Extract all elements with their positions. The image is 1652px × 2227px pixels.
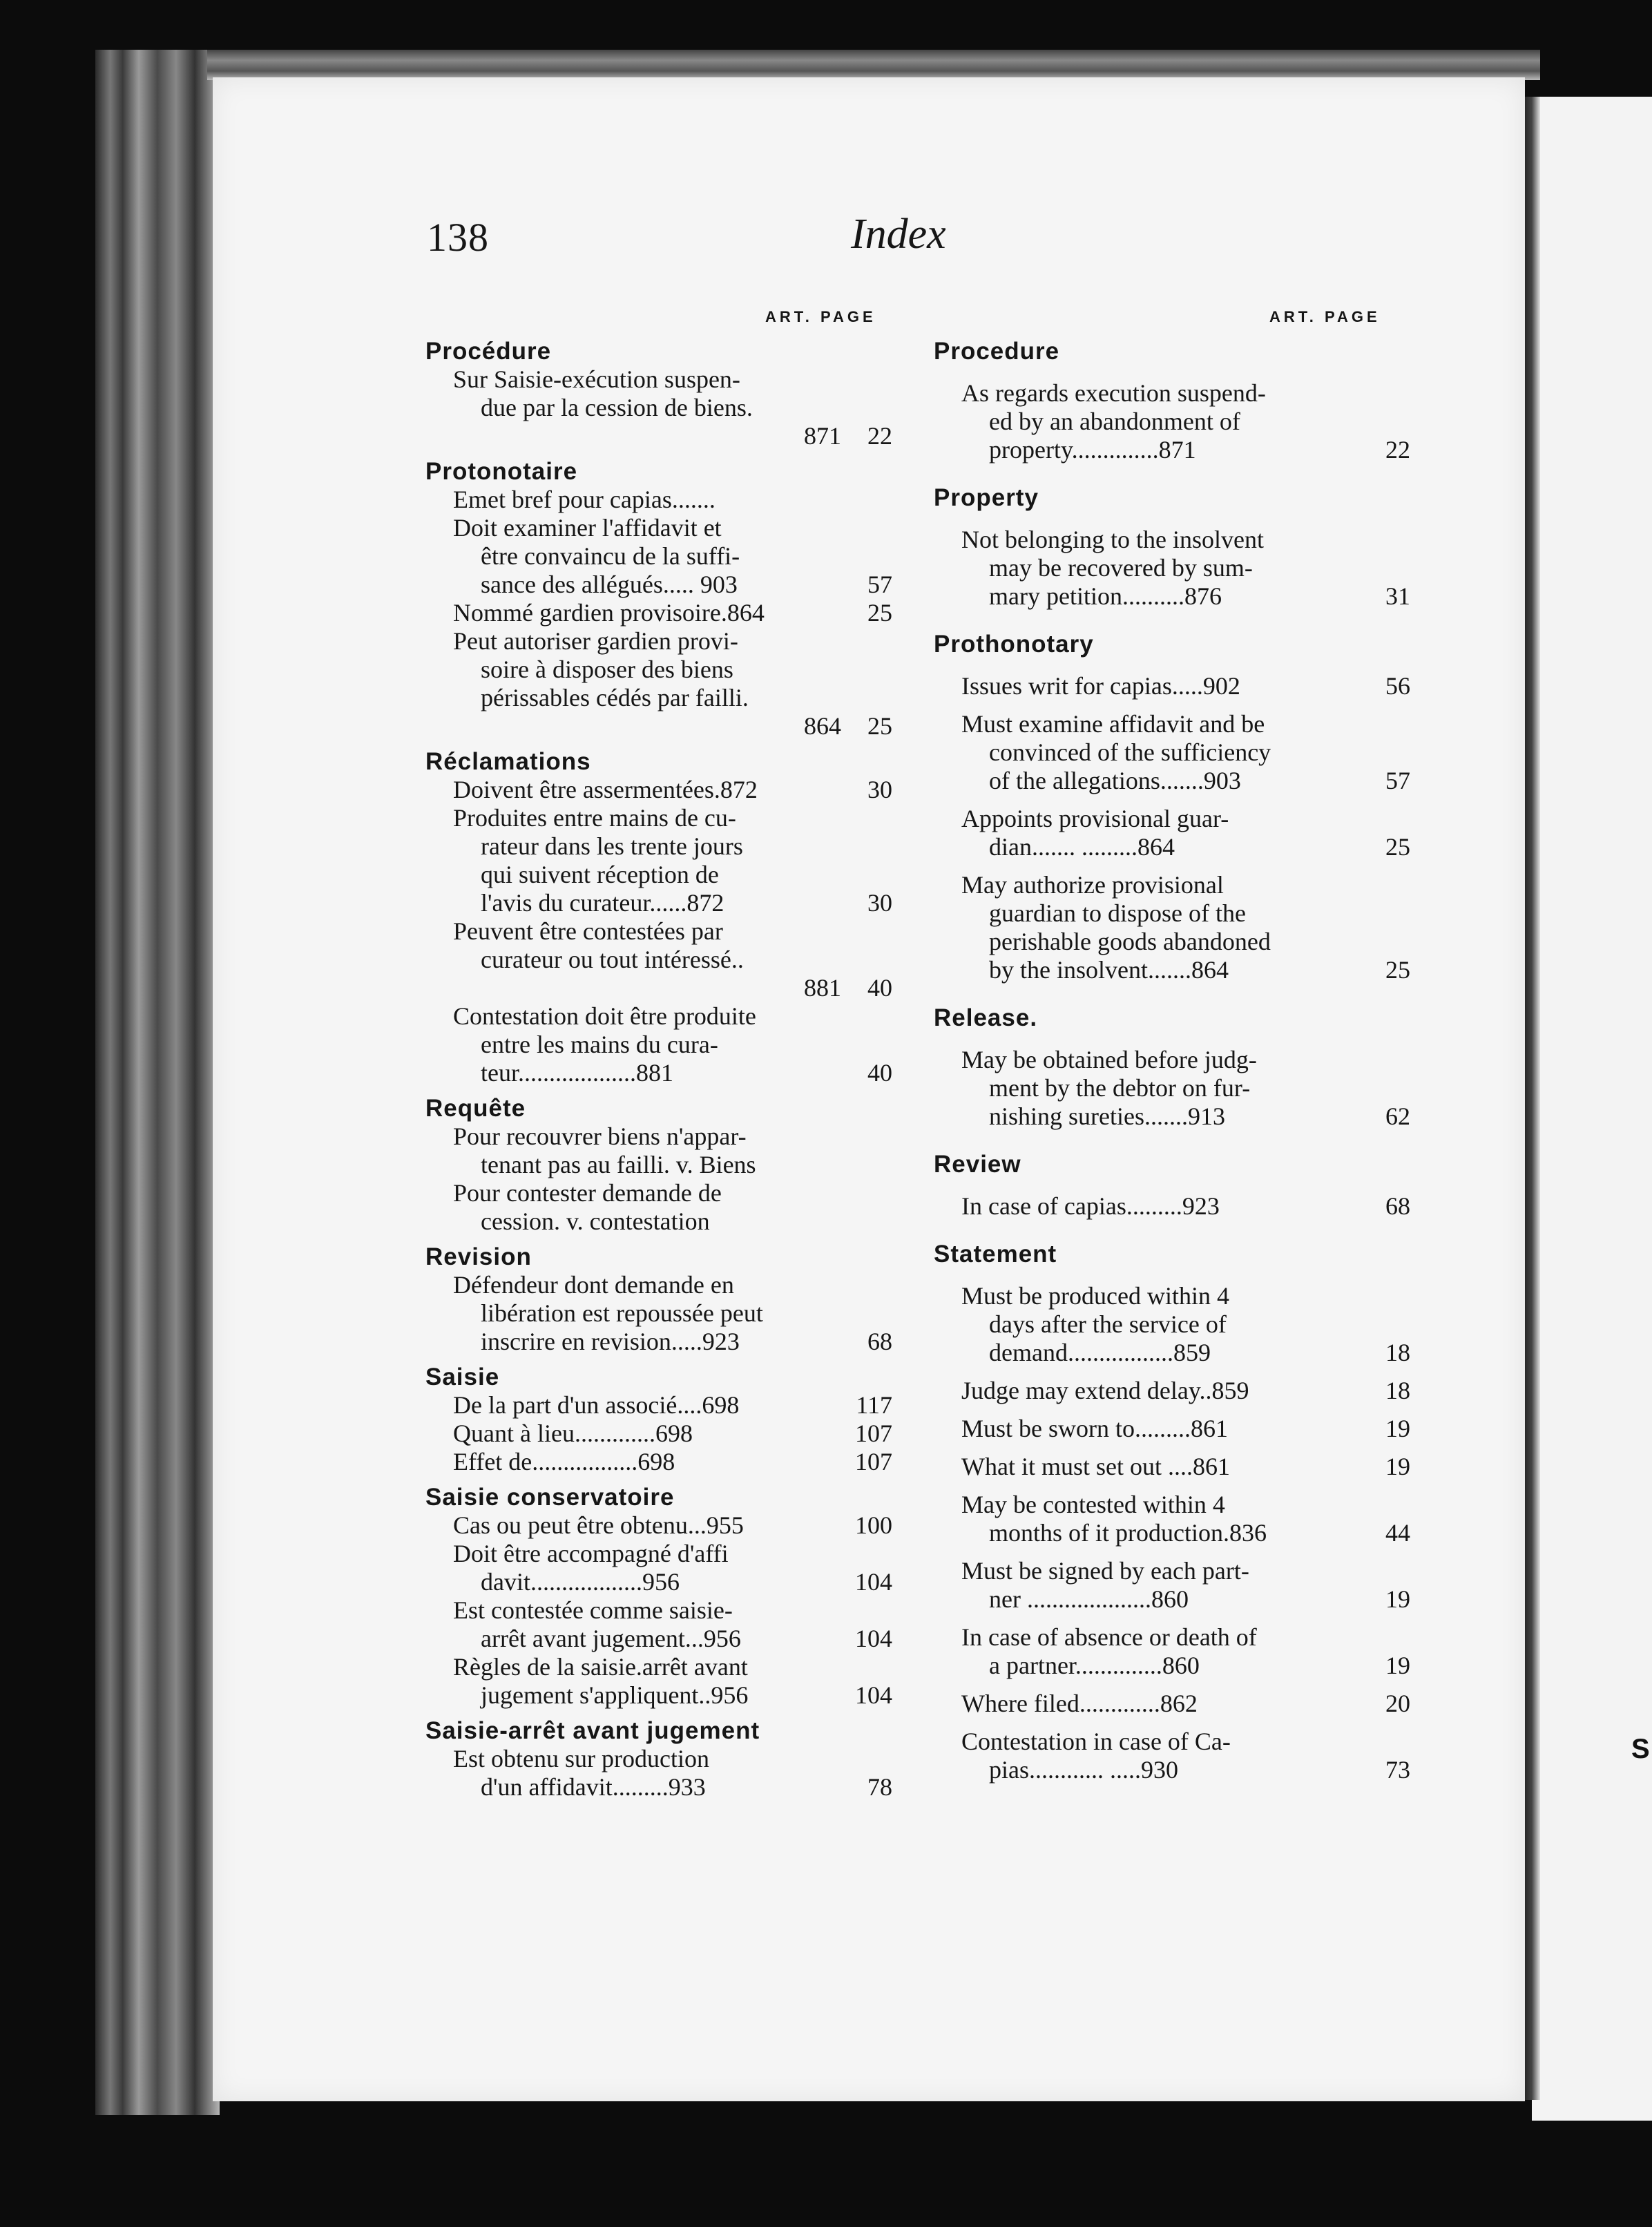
entry-line: In case of capias.........923 <box>961 1192 1220 1220</box>
page-reference: 20 <box>1385 1690 1410 1717</box>
entry-line: Est obtenu sur production <box>453 1745 709 1772</box>
page-reference: 78 <box>867 1773 892 1801</box>
entry-line: convinced of the sufficiency <box>989 738 1271 766</box>
page-reference: 104 <box>855 1625 892 1652</box>
entry-line: Quant à lieu.............698 <box>453 1420 693 1447</box>
entry-text <box>934 1377 1367 1405</box>
page-reference: 73 <box>1385 1756 1410 1784</box>
index-entry <box>425 1653 892 1710</box>
index-heading: Protonotaire <box>425 458 578 485</box>
index-entry <box>934 1046 1410 1131</box>
page-reference: 18 <box>1385 1377 1410 1404</box>
entry-text <box>425 804 849 917</box>
entry-line: Peuvent être contestées par <box>453 917 723 945</box>
entry-line: Règles de la saisie.arrêt avant <box>453 1653 748 1681</box>
entry-line: Doit être accompagné d'affi <box>453 1540 729 1567</box>
entry-text <box>934 379 1367 464</box>
index-entry <box>934 1557 1410 1614</box>
index-heading: Saisie conservatoire <box>425 1484 675 1511</box>
index-entry <box>425 365 892 450</box>
index-heading: Procedure <box>934 338 1060 365</box>
entry-line: nishing sureties.......913 <box>989 1102 1225 1130</box>
right-index-column <box>934 337 1410 1794</box>
entry-text <box>425 1271 849 1356</box>
page-reference: 56 <box>1385 672 1410 700</box>
index-heading: Review <box>934 1151 1021 1178</box>
page-reference: 18 <box>1385 1339 1410 1366</box>
entry-text <box>425 1653 849 1710</box>
entry-text <box>425 1596 849 1653</box>
index-entry <box>425 776 892 804</box>
entry-line: l'avis du curateur......872 <box>481 889 724 917</box>
entry-text <box>934 871 1367 984</box>
page-reference: 68 <box>867 1328 892 1355</box>
entry-line: Défendeur dont demande en <box>453 1271 734 1299</box>
entry-text <box>425 1002 849 1087</box>
page-reference: 107 <box>855 1420 892 1447</box>
entry-line: In case of absence or death of <box>961 1623 1257 1651</box>
facing-page-fragment: S <box>1631 1734 1650 1764</box>
entry-text <box>425 514 849 599</box>
index-entry <box>934 672 1410 700</box>
index-entry <box>934 1282 1410 1367</box>
index-entry <box>934 526 1410 611</box>
entry-text <box>934 805 1367 861</box>
entry-line: pias............ .....930 <box>989 1756 1178 1784</box>
entry-line: libération est repoussée peut <box>481 1299 763 1327</box>
entry-line: ner ....................860 <box>989 1585 1189 1613</box>
entry-text <box>425 1122 849 1179</box>
entry-text <box>934 1282 1367 1367</box>
page-reference: 40 <box>867 1059 892 1087</box>
entry-text <box>425 917 849 1002</box>
entry-text <box>934 672 1367 700</box>
entry-line: Produites entre mains de cu- <box>453 804 736 832</box>
index-entry <box>934 1377 1410 1405</box>
entry-text <box>425 486 849 514</box>
entry-line: demand.................859 <box>989 1339 1211 1366</box>
entry-line: 864 <box>804 712 841 740</box>
entry-line: rateur dans les trente jours <box>481 832 743 860</box>
entry-line: Not belonging to the insolvent <box>961 526 1264 553</box>
entry-line: May authorize provisional <box>961 871 1224 899</box>
entry-text <box>425 1420 849 1448</box>
page-reference: 100 <box>855 1511 892 1539</box>
page-reference: 19 <box>1385 1652 1410 1679</box>
index-heading: Prothonotary <box>934 631 1094 658</box>
index-entry <box>425 1122 892 1179</box>
index-entry <box>934 1415 1410 1443</box>
entry-line: may be recovered by sum- <box>989 554 1253 582</box>
page-reference: 57 <box>1385 767 1410 794</box>
entry-text <box>934 1491 1367 1547</box>
entry-text <box>425 1448 849 1476</box>
index-entry <box>425 1391 892 1420</box>
entry-line: entre les mains du cura- <box>481 1031 718 1058</box>
page-reference: 104 <box>855 1681 892 1709</box>
page-reference: 44 <box>1385 1519 1410 1547</box>
index-heading: Requête <box>425 1095 526 1122</box>
entry-text <box>425 776 849 804</box>
page-reference: 57 <box>867 571 892 598</box>
entry-line: inscrire en revision.....923 <box>481 1328 740 1355</box>
entry-line: périssables cédés par failli. <box>481 684 749 711</box>
entry-line: Must be produced within 4 <box>961 1282 1229 1310</box>
entry-line: Emet bref pour capias....... <box>453 486 715 513</box>
entry-line: Est contestée comme saisie- <box>453 1596 733 1624</box>
entry-text <box>425 599 849 627</box>
entry-text <box>425 365 849 450</box>
entry-line: jugement s'appliquent..956 <box>481 1681 749 1709</box>
entry-line: curateur ou tout intéressé.. <box>481 946 744 973</box>
page-reference: 30 <box>867 776 892 803</box>
entry-line: mary petition..........876 <box>989 582 1222 610</box>
entry-line: What it must set out ....861 <box>961 1453 1230 1480</box>
entry-line: May be contested within 4 <box>961 1491 1225 1518</box>
entry-line: De la part d'un associé....698 <box>453 1391 740 1419</box>
entry-line: Pour contester demande de <box>453 1179 722 1207</box>
index-entry <box>425 1511 892 1540</box>
page-reference: 30 <box>867 889 892 917</box>
index-entry <box>934 871 1410 984</box>
entry-text <box>425 1511 849 1540</box>
page-reference: 107 <box>855 1448 892 1475</box>
entry-line: sance des allégués..... 903 <box>481 571 738 598</box>
entry-line: Must be signed by each part- <box>961 1557 1249 1585</box>
entry-line: Effet de.................698 <box>453 1448 675 1475</box>
index-entry <box>934 1192 1410 1221</box>
index-heading: Procédure <box>425 338 552 365</box>
entry-line: Nommé gardien provisoire.864 <box>453 599 765 627</box>
entry-line: property..............871 <box>989 436 1196 463</box>
entry-text <box>425 1391 849 1420</box>
entry-line: Must be sworn to.........861 <box>961 1415 1228 1442</box>
left-index-column <box>425 337 892 1801</box>
entry-line: qui suivent réception de <box>481 861 719 888</box>
entry-line: May be obtained before judg- <box>961 1046 1257 1073</box>
entry-line: Peut autoriser gardien provi- <box>453 627 738 655</box>
entry-line: teur...................881 <box>481 1059 673 1087</box>
entry-line: guardian to dispose of the <box>989 899 1246 927</box>
index-entry <box>425 1596 892 1653</box>
index-entry <box>934 1728 1410 1784</box>
index-entry <box>934 1491 1410 1547</box>
index-heading: Statement <box>934 1241 1057 1268</box>
page-reference: 68 <box>1385 1192 1410 1220</box>
page-number: 138 <box>427 215 489 260</box>
entry-line: As regards execution suspend- <box>961 379 1266 407</box>
entry-text <box>934 1046 1367 1131</box>
entry-line: soire à disposer des biens <box>481 656 733 683</box>
index-heading: Saisie-arrêt avant jugement <box>425 1717 760 1744</box>
book-top-edge <box>207 50 1540 80</box>
entry-line: days after the service of <box>989 1310 1227 1338</box>
index-heading: Property <box>934 484 1039 511</box>
running-title: Index <box>851 211 946 258</box>
page-reference: 104 <box>855 1568 892 1596</box>
index-entry <box>425 1540 892 1596</box>
index-entry <box>425 1448 892 1476</box>
book-edge <box>95 50 220 2115</box>
index-heading: Saisie <box>425 1364 500 1390</box>
index-entry <box>425 804 892 917</box>
entry-text <box>934 526 1367 611</box>
entry-line: Cas ou peut être obtenu...955 <box>453 1511 744 1539</box>
index-heading: Revision <box>425 1243 532 1270</box>
entry-text <box>934 1557 1367 1614</box>
entry-line: of the allegations.......903 <box>989 767 1241 794</box>
page-reference: 62 <box>1385 1102 1410 1130</box>
index-entry <box>425 599 892 627</box>
entry-line: Contestation in case of Ca- <box>961 1728 1231 1755</box>
entry-line: Doivent être assermentées.872 <box>453 776 758 803</box>
entry-line: davit..................956 <box>481 1568 680 1596</box>
index-entry <box>934 710 1410 795</box>
page-reference: 25 <box>867 599 892 627</box>
entry-line: ment by the debtor on fur- <box>989 1074 1251 1102</box>
index-entry <box>425 486 892 514</box>
page-reference: 25 <box>1385 956 1410 984</box>
entry-line: perishable goods abandoned <box>989 928 1271 955</box>
entry-line: Where filed.............862 <box>961 1690 1198 1717</box>
entry-line: Must examine affidavit and be <box>961 710 1265 738</box>
entry-line: Sur Saisie-exécution suspen- <box>453 365 740 393</box>
entry-line: Judge may extend delay..859 <box>961 1377 1249 1404</box>
entry-line: arrêt avant jugement...956 <box>481 1625 741 1652</box>
entry-line: être convaincu de la suffi- <box>481 542 740 570</box>
entry-text <box>934 1192 1367 1221</box>
entry-line: by the insolvent.......864 <box>989 956 1229 984</box>
index-entry <box>934 379 1410 464</box>
entry-line: a partner..............860 <box>989 1652 1200 1679</box>
index-entry <box>425 627 892 740</box>
entry-text <box>425 1540 849 1596</box>
entry-text <box>934 1690 1367 1718</box>
entry-text <box>425 627 849 740</box>
index-entry <box>425 1271 892 1356</box>
entry-text <box>934 1453 1367 1481</box>
index-entry <box>934 1623 1410 1680</box>
page-reference: 117 <box>856 1391 892 1419</box>
entry-line: Issues writ for capias.....902 <box>961 672 1240 700</box>
entry-line: due par la cession de biens. <box>481 394 753 421</box>
index-entry <box>425 1002 892 1087</box>
page-reference: 22 <box>867 422 892 450</box>
index-entry <box>425 1420 892 1448</box>
right-column-header: ART. PAGE <box>1269 308 1381 325</box>
entry-text <box>934 710 1367 795</box>
page-reference: 25 <box>867 712 892 740</box>
entry-line: 881 <box>804 974 841 1002</box>
entry-text <box>934 1415 1367 1443</box>
index-entry <box>425 514 892 599</box>
facing-page <box>1532 97 1652 2121</box>
page-reference: 31 <box>1385 582 1410 610</box>
entry-text <box>934 1623 1367 1680</box>
entry-text <box>425 1745 849 1801</box>
entry-line: Pour recouvrer biens n'appar- <box>453 1122 747 1150</box>
page-reference: 19 <box>1385 1453 1410 1480</box>
page-reference: 40 <box>867 974 892 1002</box>
entry-line: ed by an abandonment of <box>989 408 1240 435</box>
entry-line: d'un affidavit.........933 <box>481 1773 706 1801</box>
entry-line: Doit examiner l'affidavit et <box>453 514 722 542</box>
entry-line: 871 <box>804 422 841 450</box>
entry-line: Appoints provisional guar- <box>961 805 1229 832</box>
entry-line: tenant pas au failli. v. Biens <box>481 1151 756 1178</box>
index-entry <box>425 1179 892 1236</box>
index-entry <box>425 917 892 1002</box>
page-reference: 25 <box>1385 833 1410 861</box>
index-heading: Réclamations <box>425 748 591 775</box>
index-entry <box>425 1745 892 1801</box>
page-reference: 19 <box>1385 1415 1410 1442</box>
index-entry <box>934 1453 1410 1481</box>
entry-line: dian....... .........864 <box>989 833 1175 861</box>
entry-text <box>425 1179 849 1236</box>
page-reference: 22 <box>1385 436 1410 463</box>
entry-line: months of it production.836 <box>989 1519 1267 1547</box>
index-heading: Release. <box>934 1004 1038 1031</box>
index-entry <box>934 1690 1410 1718</box>
left-column-header: ART. PAGE <box>765 308 876 325</box>
page-reference: 19 <box>1385 1585 1410 1613</box>
index-entry <box>934 805 1410 861</box>
entry-line: Contestation doit être produite <box>453 1002 756 1030</box>
entry-text <box>934 1728 1367 1784</box>
entry-line: cession. v. contestation <box>481 1207 710 1235</box>
